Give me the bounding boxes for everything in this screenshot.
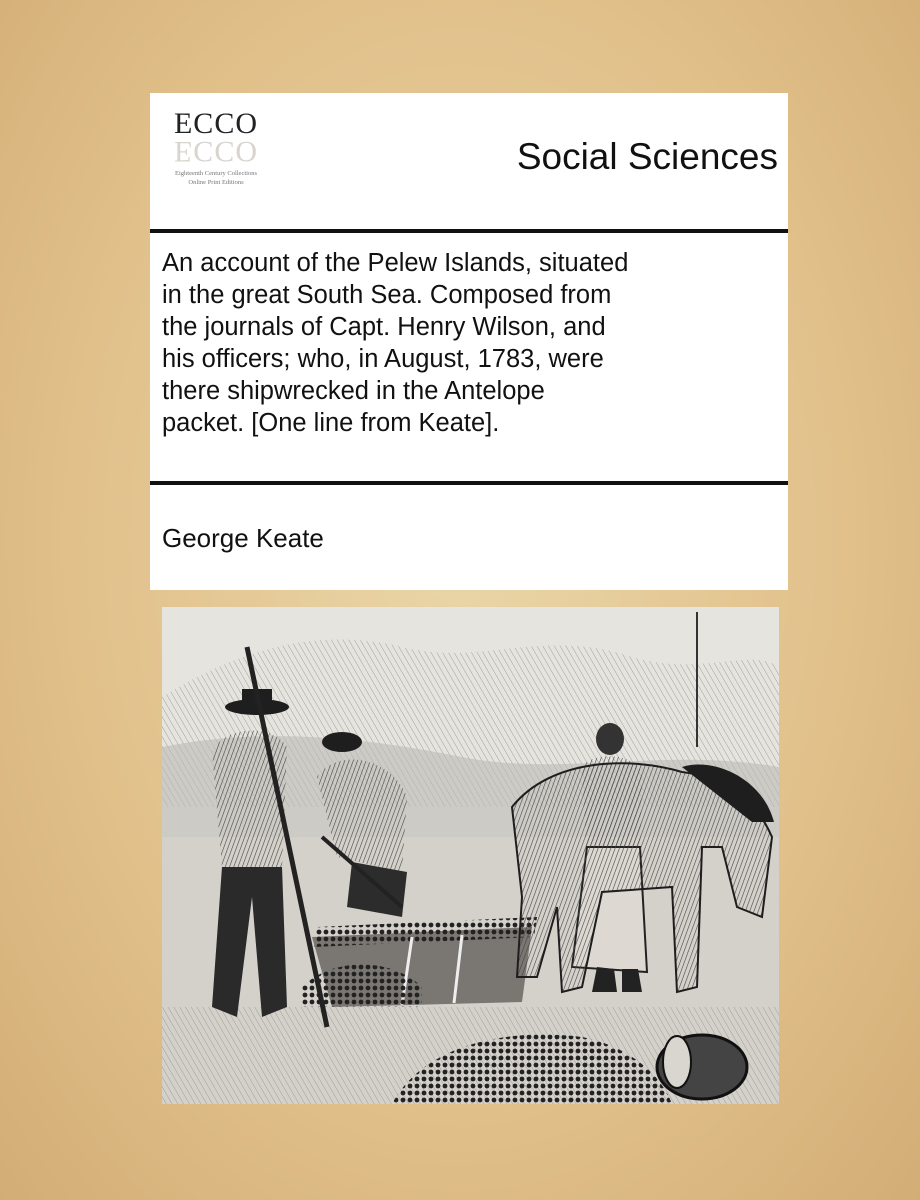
logo-mark: ECCO bbox=[173, 107, 258, 140]
cover-illustration bbox=[162, 607, 779, 1104]
cover-header bbox=[150, 93, 788, 229]
ecco-logo bbox=[166, 105, 266, 217]
engraving-scene bbox=[162, 607, 779, 1104]
logo-reflection: ECCO bbox=[173, 135, 258, 168]
title-block bbox=[150, 233, 788, 481]
book-title: An account of the Pelew Islands, situated in the great South Sea. Composed from the journals of Capt. Henry Wilson, and his officers; who, in August, 1783, were there shipwrecked in the Antelope packet. [One line from Keate]. bbox=[162, 249, 629, 437]
author-block bbox=[150, 485, 788, 590]
series-label: Social Sciences bbox=[516, 136, 778, 177]
book-author: George Keate bbox=[162, 523, 324, 553]
logo-tagline: Eighteenth Century Collections Online Print Editions bbox=[175, 170, 257, 186]
